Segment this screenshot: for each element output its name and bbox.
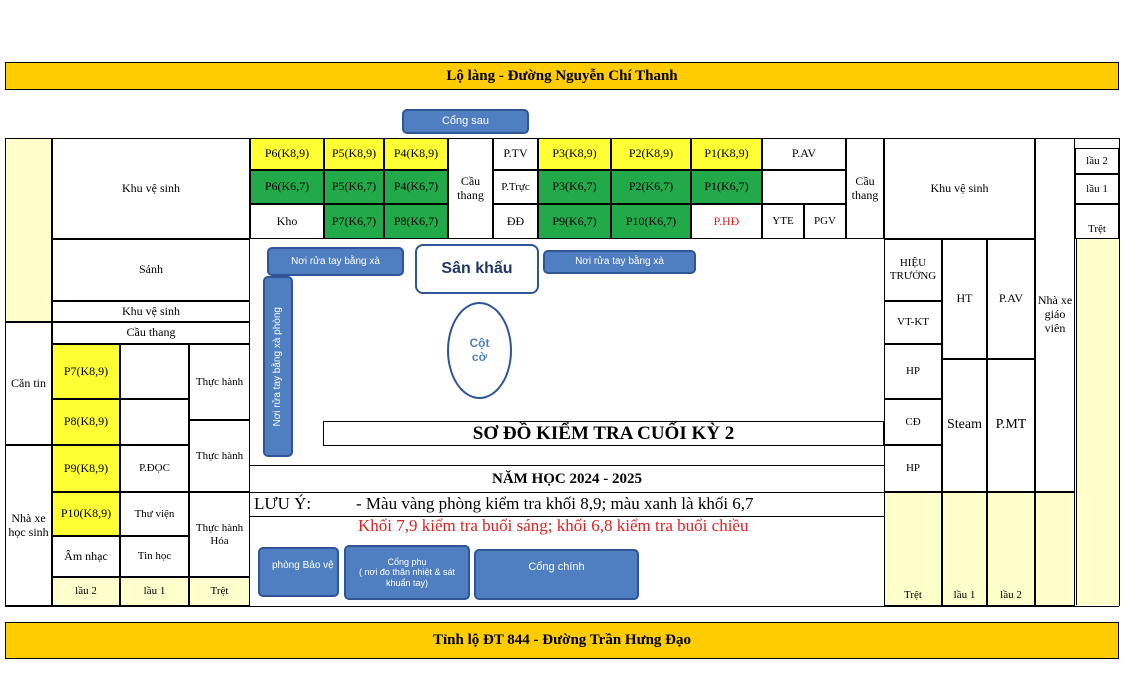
room-p4-k89[interactable]: P4(K8,9) xyxy=(384,138,448,170)
stairs-top-right: Cầu thang xyxy=(846,138,884,239)
room-p-av-top[interactable]: P.AV xyxy=(762,138,846,170)
floor-label-lau1-right: lầu 1 xyxy=(1075,174,1119,204)
computer-room[interactable]: Tin học xyxy=(120,536,189,577)
main-gate[interactable]: Cổng chính xyxy=(474,549,639,600)
canteen: Căn tin xyxy=(5,322,52,445)
bottom-road-banner: Tỉnh lộ ĐT 844 - Đường Trần Hưng Đạo xyxy=(5,622,1119,659)
stage[interactable]: Sân khấu xyxy=(415,244,539,294)
floor-label-lau2-left: lầu 2 xyxy=(52,577,120,606)
handwash-station-vertical[interactable] xyxy=(263,276,293,457)
side-gate[interactable]: Cổng phụ ( nơi đo thân nhiệt & sát khuẩn tay) xyxy=(344,545,470,600)
restroom-left: Khu vệ sinh xyxy=(52,138,250,239)
empty-cell-left-1 xyxy=(120,344,189,399)
pale-cell-bottom-right xyxy=(1035,492,1075,606)
room-dd[interactable]: ĐĐ xyxy=(493,204,538,239)
year-line-bottom xyxy=(250,492,884,493)
room-p3-k89[interactable]: P3(K8,9) xyxy=(538,138,611,170)
room-p1-k67[interactable]: P1(K6,7) xyxy=(691,170,762,204)
floor-label-lau2-right: lầu 2 xyxy=(1075,148,1119,174)
stairs-left-lower: Cầu thang xyxy=(52,322,250,344)
room-p8-k67[interactable]: P8(K6,7) xyxy=(384,204,448,239)
room-p10-k67[interactable]: P10(K6,7) xyxy=(611,204,691,239)
room-p6-k67[interactable]: P6(K6,7) xyxy=(250,170,324,204)
flagpole[interactable]: Cột cờ xyxy=(447,302,512,399)
room-p6-k89[interactable]: P6(K8,9) xyxy=(250,138,324,170)
restroom-right: Khu vệ sinh xyxy=(884,138,1035,239)
hp-room-1[interactable]: HP xyxy=(884,344,942,399)
room-pgv[interactable]: PGV xyxy=(804,204,846,239)
room-p9-k67[interactable]: P9(K6,7) xyxy=(538,204,611,239)
floor-label-tret-right: Trệt xyxy=(1075,204,1119,239)
empty-cell-top-right xyxy=(762,170,846,204)
floor-label-tret-left: Trệt xyxy=(189,577,250,606)
guard-room[interactable]: phòng Bảo vệ xyxy=(258,547,339,597)
floor-label-lau2-bottom-right: lầu 2 xyxy=(987,492,1035,606)
back-gate[interactable]: Cổng sau xyxy=(402,109,529,134)
steam-room[interactable]: Steam xyxy=(942,359,987,492)
ht-room[interactable]: HT xyxy=(942,239,987,359)
frame-right xyxy=(1119,138,1120,606)
library[interactable]: Thư viện xyxy=(120,492,189,536)
right-pale-column xyxy=(1076,239,1119,605)
practice-room-1[interactable]: Thực hành xyxy=(189,344,250,420)
room-p2-k67[interactable]: P2(K6,7) xyxy=(611,170,691,204)
room-p5-k89[interactable]: P5(K8,9) xyxy=(324,138,384,170)
music-room[interactable]: Âm nhạc xyxy=(52,536,120,577)
cd-room[interactable]: CĐ xyxy=(884,399,942,445)
floor-label-lau1-bottom-right: lầu 1 xyxy=(942,492,987,606)
room-p10-k89[interactable]: P10(K8,9) xyxy=(52,492,120,536)
vtkt-office[interactable]: VT-KT xyxy=(884,301,942,344)
school-year: NĂM HỌC 2024 - 2025 xyxy=(492,471,642,488)
room-p3-k67[interactable]: P3(K6,7) xyxy=(538,170,611,204)
handwash-vertical-label: Nơi rửa tay bằng xà phòng xyxy=(272,306,284,427)
principal-office[interactable]: HIỆU TRƯỞNG xyxy=(884,239,942,301)
floor-label-tret-bottom-right: Trệt xyxy=(884,492,942,606)
teacher-parking: Nhà xe giáo viên xyxy=(1035,138,1075,492)
handwash-station-right[interactable]: Nơi rửa tay bằng xà xyxy=(543,250,696,274)
reading-room[interactable]: P.ĐỌC xyxy=(120,445,189,492)
stairs-top-left: Cầu thang xyxy=(448,138,493,239)
room-p5-k67[interactable]: P5(K6,7) xyxy=(324,170,384,204)
practice-room-2[interactable]: Thực hành xyxy=(189,420,250,492)
english-room[interactable]: P.AV xyxy=(987,239,1035,359)
left-corner-cell xyxy=(6,139,52,322)
map-title: SƠ ĐỒ KIỂM TRA CUỐI KỲ 2 xyxy=(323,421,884,446)
storage-room[interactable]: Kho xyxy=(250,204,324,239)
hall: Sảnh xyxy=(52,239,250,301)
room-p-truc[interactable]: P.Trực xyxy=(493,170,538,204)
room-p4-k67[interactable]: P4(K6,7) xyxy=(384,170,448,204)
room-yte[interactable]: YTE xyxy=(762,204,804,239)
room-p7-k89[interactable]: P7(K8,9) xyxy=(52,344,120,399)
chemistry-practice-room[interactable]: Thực hành Hóa xyxy=(189,492,250,577)
note-label: LƯU Ý: xyxy=(254,494,312,514)
note-line-2: Khối 7,9 kiểm tra buổi sáng; khối 6,8 kiểm tra buổi chiều xyxy=(358,516,749,536)
hp-room-2[interactable]: HP xyxy=(884,445,942,492)
floor-label-lau1-left: lầu 1 xyxy=(120,577,189,606)
room-p7-k67[interactable]: P7(K6,7) xyxy=(324,204,384,239)
room-p9-k89[interactable]: P9(K8,9) xyxy=(52,445,120,492)
empty-cell-left-2 xyxy=(120,399,189,445)
student-bike-parking: Nhà xe học sinh xyxy=(5,445,52,606)
room-p2-k89[interactable]: P2(K8,9) xyxy=(611,138,691,170)
top-road-banner: Lộ làng - Đường Nguyễn Chí Thanh xyxy=(5,62,1119,90)
room-p8-k89[interactable]: P8(K8,9) xyxy=(52,399,120,445)
restroom-left-lower: Khu vệ sinh xyxy=(52,301,250,322)
room-p-tv[interactable]: P.TV xyxy=(493,138,538,170)
handwash-station-left[interactable]: Nơi rửa tay bằng xà xyxy=(267,247,404,276)
room-p1-k89[interactable]: P1(K8,9) xyxy=(691,138,762,170)
note-line-1: - Màu vàng phòng kiểm tra khối 8,9; màu xanh là khối 6,7 xyxy=(356,494,754,514)
art-room[interactable]: P.MT xyxy=(987,359,1035,492)
year-line-top xyxy=(250,465,884,466)
room-p-hd[interactable]: P.HĐ xyxy=(691,204,762,239)
frame-bottom xyxy=(5,606,1119,607)
